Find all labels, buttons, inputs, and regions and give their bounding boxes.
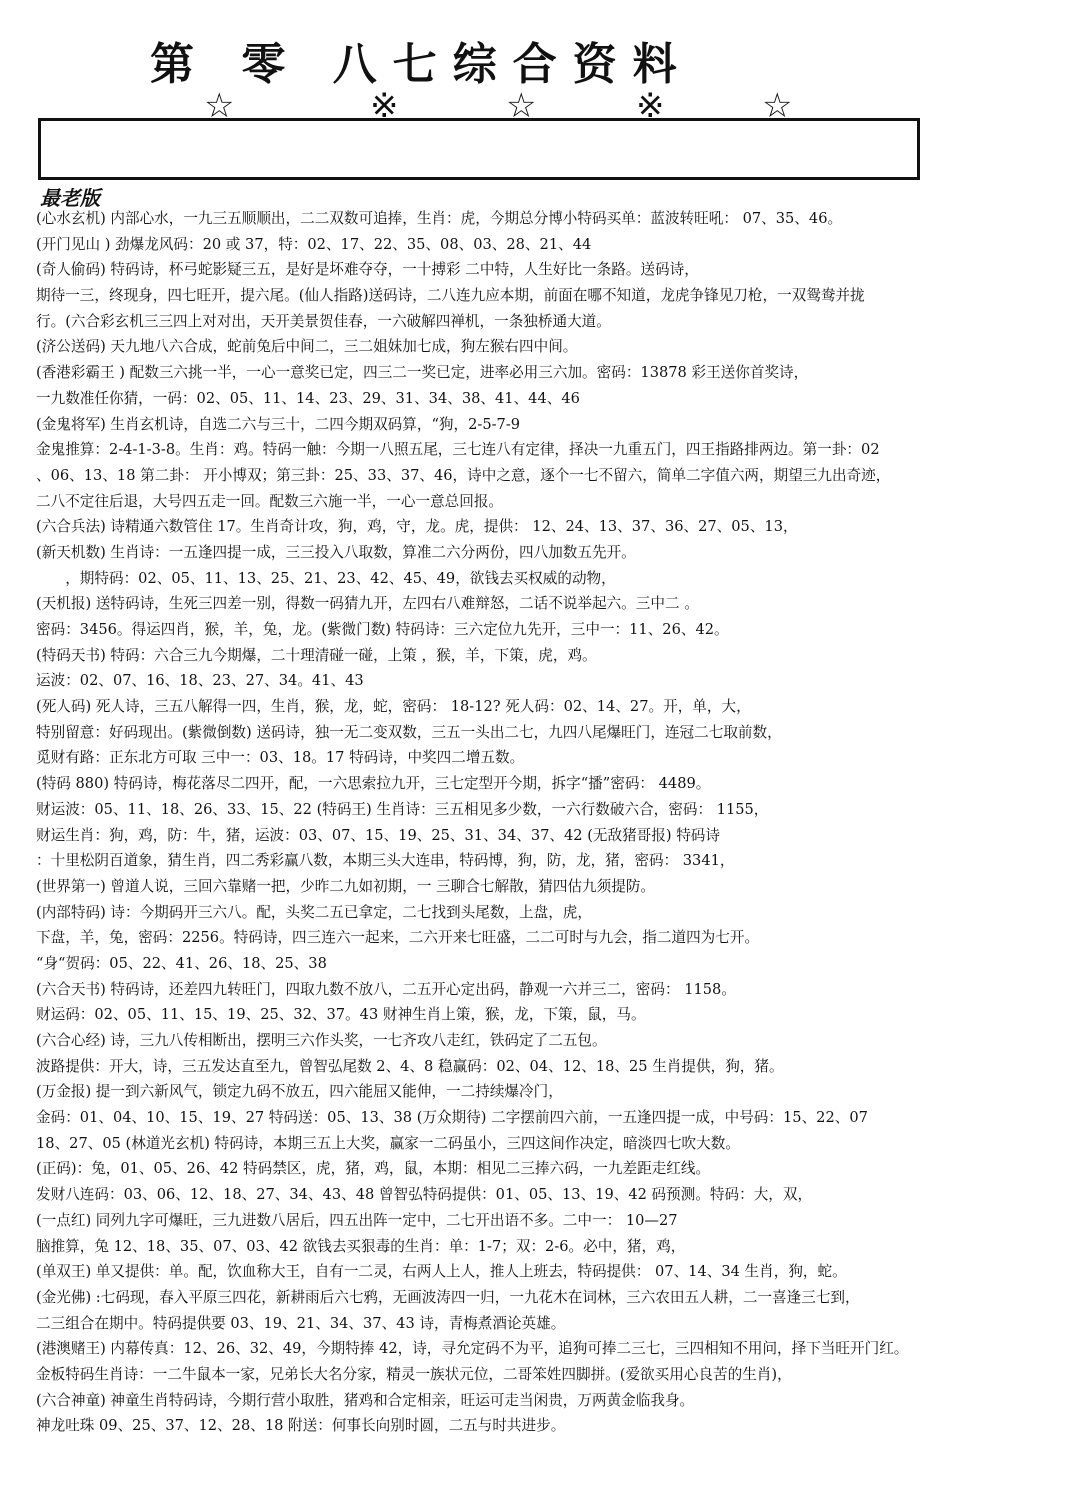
text-line: (单双王) 单又提供：单。配，饮血称大王，自有一二灵，右两人上人，推人上班去，特码提供： 07、14、34 生肖，狗，蛇。 [36,1263,847,1281]
star-icon: ☆ [762,86,793,126]
text-line: (开门见山 ) 劲爆龙风码：20 或 37，特：02、17、22、35、08、03、28、21、44 [36,235,592,253]
text-line: (金鬼将军) 生肖玄机诗，自选二六与三十，二四今期双码算，“狗，2-5-7-9 [36,415,521,433]
text-line: (新天机数) 生肖诗：一五逢四提一成，三三投入八取数，算准二六分两份，四八加数五先开。 [36,543,636,561]
text-line: 二三组合在期中。特码提供要 03、19、21、34、37、43 诗，青梅煮酒论英雄。 [36,1314,566,1332]
text-line: (金光佛) :七码现，春入平原三四花，新耕雨后六七鸦，无画波涛四一归，一九花木在词林，三六农田五人耕，二一喜逢三七到， [36,1288,860,1306]
text-line: (天机报) 送特码诗，生死三四差一别，得数一码猜九开，左四右八难辩怒，二话不说举起六。三中二 。 [36,595,699,613]
text-line: (万金报) 提一到六新风气，锁定九码不放五，四六能屈又能伸，一二持续爆冷门， [36,1083,563,1101]
text-line: 二八不定往后退，大号四五走一回。配数三六施一半，一心一意总回报。 [36,492,504,510]
text-line: 特别留意：好码现出。(紫微倒数) 送码诗，独一无二变双数，三五一头出二七，九四八尾爆旺门，连冠二七取前数， [36,723,782,741]
text-line: 财运码：02、05、11、15、19、25、32、37。43 财神生肖上策，猴，龙，下策，鼠，马。 [36,1006,646,1024]
text-line: 金鬼推算：2-4-1-3-8。生肖：鸡。特码一触：今期一八照五尾，三七连八有定律，择决一九重五门，四王指路排两边。第一卦：02 [36,441,880,459]
section-label: 最老版 [40,186,100,210]
text-body [36,206,1076,1439]
text-line: ，期特码：02、05、11、13、25、21、23、42、45、49，欲钱去买权威的动物， [36,569,616,587]
text-line: 发财八连码：03、06、12、18、27、34、43、48 曾智弘特码提供：01、05、13、19、42 码预测。特码：大，双， [36,1186,813,1204]
text-line: (内部特码) 诗：今期码开三六八。配，头奖二五已拿定，二七找到头尾数，上盘，虎， [36,903,592,921]
text-line: (六合心经) 诗，三九八传相断出，摆明三六作头奖，一七齐攻八走红，铁码定了二五包。 [36,1032,607,1049]
star-icon: ☆ [204,86,235,126]
text-line: (特码天书) 特码：六合三九今期爆，二十理清碰一碰，上策 ，猴，羊，下策，虎，鸡。 [36,646,597,664]
text-line: ：十里松阴百道象，猜生肖，四二秀彩赢八数，本期三头大连串，特码博，狗，防，龙，猪，密码： 3341， [36,852,735,870]
star-icon: ☆ [506,86,537,126]
text-line: 波路提供：开大，诗，三五发达直至九，曾智弘尾数 2、4、8 稳赢码：02、04、12、18、25 生肖提供，狗，猪。 [36,1057,784,1075]
text-line: 神龙吐珠 09、25、37、12、28、18 附送：何事长向别时圆，二五与时共进步。 [36,1417,566,1435]
text-line: 密码：3456。得运四肖，猴，羊，兔，龙。(紫微门数) 特码诗：三六定位九先开，三中一：11、26、42。 [36,621,729,638]
text-line: 运波：02、07、16、18、23、27、34。41、43 [36,672,364,690]
text-line: (正码)：兔，01、05、26、42 特码禁区，虎，猪，鸡，鼠，本期：相见二三捧六码，一九差距走红线。 [36,1160,711,1178]
text-line: (死人码) 死人诗，三五八解得一四，生肖，猴，龙，蛇，密码： 18-12? 死人码：02、14、27。开，单，大， [36,698,751,716]
text-line: (奇人偷码) 特码诗，杯弓蛇影疑三五，是好是坏难夺夺，一十搏彩 二中特，人生好比一条路。送码诗， [36,261,699,279]
reference-mark-icon: ※ [370,86,399,126]
text-line: 觅财有路：正东北方可取 三中一：03、18。17 特码诗，中奖四二增五数。 [36,749,525,767]
text-line: 下盘，羊，兔，密码：2256。特码诗，四三连六一起来，二六开来七旺盛，二二可时与九会，指二道四为七开。 [36,929,760,947]
page-title: 第 零 八七综合资料 [150,39,693,90]
text-line: (六合兵法) 诗精通六数管住 17。生肖奇计攻，狗，鸡，守，龙。虎，提供： 12、24、13、37、36、27、05、13， [36,518,798,536]
blank-banner-box [38,118,920,180]
text-line: 脑推算，兔 12、18、35、07、03、42 欲钱去买狠毒的生肖：单：1-7；双：2-6。必中，猪，鸡， [36,1237,686,1255]
text-line: (世界第一) 曾道人说，三回六靠赌一把，少昨二九如初期，一 三聊合七解散，猜四估九须提防。 [36,877,656,895]
text-line: (一点红) 同列九字可爆旺，三九进数八居后，四五出阵一定中，二七开出语不多。二中一： 10—27 [36,1211,678,1229]
reference-mark-icon: ※ [636,86,665,126]
text-line: (六合神童) 神童生肖特码诗，今期行营小取胜，猪鸡和合定相亲，旺运可走当闲贵，万两黄金临我身。 [36,1391,695,1409]
text-line: “身“贺码：05、22、41、26、18、25、38 [36,954,327,972]
text-line: 财运波：05、11、18、26、33、15、22 (特码王) 生肖诗：三五相见多少数，一六行数破六合，密码： 1155， [36,800,769,818]
text-line: (香港彩霸王 ) 配数三六挑一半，一心一意奖已定，四三二一奖已定，进率必用三六加。密码：13878 彩王送你首奖诗， [36,364,809,382]
text-line: 18、27、05 (林道光玄机) 特码诗，本期三五上大奖，赢家一二码虽小，三四这间作决定，暗淡四七吹大数。 [36,1134,740,1152]
text-line: 期待一三，终现身，四七旺开，提六尾。(仙人指路)送码诗，二八连九应本期，前面在哪不知道，龙虎争锋见刀枪，一双鸳鸯并拢 [36,287,865,305]
text-line: (济公送码) 天九地八六合成，蛇前兔后中间二，三二姐妹加七成，狗左猴右四中间。 [36,338,578,356]
text-line: (六合天书) 特码诗，还差四九转旺门，四取九数不放八，二五开心定出码，静观一六并三二，密码： 1158。 [36,980,736,998]
text-line: 金码：01、04、10、15、19、27 特码送：05、13、38 (万众期待) 二字摆前四六前，一五逢四提一成，中号码：15、22、07 [36,1109,868,1127]
text-line: 行。(六合彩玄机三三四上对对出，天开美景贺佳春，一六破解四禅机，一条独桥通大道。 [36,312,611,330]
text-line: 一九数准任你猜，一码：02、05、11、14、23、29、31、34、38、41、44、46 [36,389,580,407]
text-line: 金板特码生肖诗：一二牛鼠本一家，兄弟长大名分家，精灵一族状元位，二哥笨姓四脚拼。(爱欲买用心良苦的生肖)， [36,1365,792,1383]
text-line: (心水玄机) 内部心水，一九三五顺顺出，二二双数可追捧，生肖：虎，今期总分博小特码买单：蓝波转旺吼： 07、35、46。 [36,210,843,227]
text-line: 财运生肖：狗，鸡，防：牛，猪，运波：03、07、15、19、25、31、34、37、42 (无敌猪哥报) 特码诗 [36,826,720,844]
text-line: 、06、13、18 第二卦： 开小博双；第三卦：25、33、37、46，诗中之意，逐个一七不留六，简单二字值六两，期望三九出奇迹， [36,466,891,484]
text-line: (港澳赌王) 内幕传真：12、26、32、49，今期特捧 42，诗，寻允定码不为平，追狗可捧二三七，三四相知不用问，择下当旺开门红。 [36,1340,909,1358]
text-line: (特码 880) 特码诗，梅花落尽二四开，配，一六思索拉九开，三七定型开今期，拆字“播”密码： 4489。 [36,775,711,793]
